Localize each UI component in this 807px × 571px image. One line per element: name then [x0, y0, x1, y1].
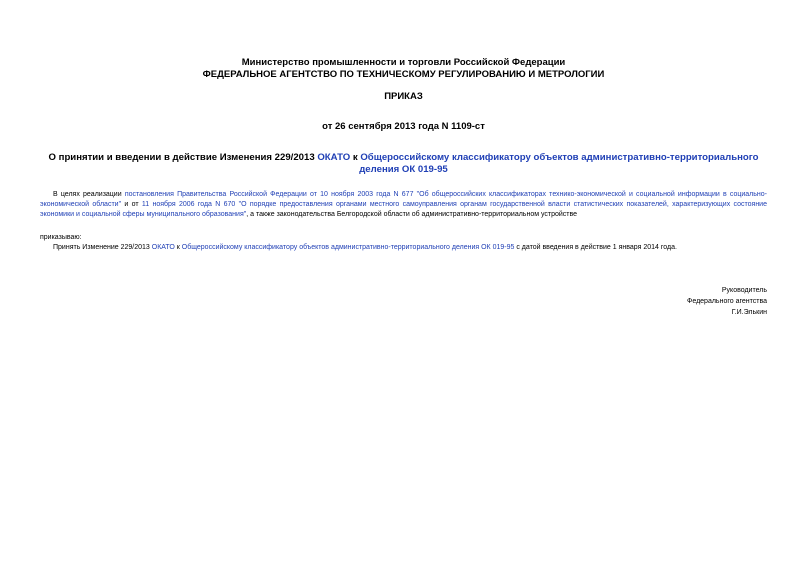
- doc-type: ПРИКАЗ: [384, 91, 423, 102]
- signature-position: Руководитель: [721, 287, 767, 294]
- order-paragraph: [40, 243, 767, 253]
- title-text-1: О принятии и введении в действие Изменения 229/2013: [48, 152, 318, 163]
- title-text-2: к: [350, 152, 361, 163]
- preamble-text-3: , а также законодательства Белгородской области об административно-территориальном устройстве: [246, 211, 578, 218]
- classifier-link[interactable]: Общероссийскому классификатору объектов административно-территориального деления ОК 019-95: [359, 152, 759, 175]
- order-okato-link[interactable]: ОКАТО: [151, 244, 175, 251]
- preamble-text-1: В целях реализации: [53, 191, 125, 198]
- resolution-670-link[interactable]: 11 ноября 2006 года N 670 "О порядке предоставления органами местного самоуправления органам государственной власти статистических показателей, характеризующих состояние экономики и социальной сферы муниципального образования": [40, 201, 767, 218]
- preamble-paragraph: [40, 190, 767, 220]
- signature-block: [687, 285, 767, 318]
- order-text-3: с датой введения в действие 1 января 2014 года.: [514, 244, 677, 251]
- agency-name: ФЕДЕРАЛЬНОЕ АГЕНТСТВО ПО ТЕХНИЧЕСКОМУ РЕГУЛИРОВАНИЮ И МЕТРОЛОГИИ: [202, 69, 605, 80]
- signature-organization: Федерального агентства: [687, 298, 767, 305]
- order-text-2: к: [174, 244, 182, 251]
- order-text-1: Принять Изменение 229/2013: [53, 244, 152, 251]
- doc-date-number: от 26 сентября 2013 года N 1109-ст: [322, 121, 485, 132]
- signature-name: Г.И.Элькин: [731, 309, 767, 316]
- order-lead: приказываю:: [40, 234, 82, 241]
- order-classifier-link[interactable]: Общероссийскому классификатору объектов административно-территориального деления ОК 019-95: [181, 244, 515, 251]
- ministry-name: Министерство промышленности и торговли Российской Федерации: [241, 57, 566, 68]
- okato-link[interactable]: ОКАТО: [317, 152, 351, 163]
- preamble-text-2: и от: [121, 201, 142, 208]
- doc-title: [40, 152, 767, 176]
- resolution-677-link[interactable]: постановления Правительства Российской Федерации от 10 ноября 2003 года N 677 "Об общероссийских классификаторах технико-экономической и социальной информации в социально-экономической области": [40, 191, 767, 208]
